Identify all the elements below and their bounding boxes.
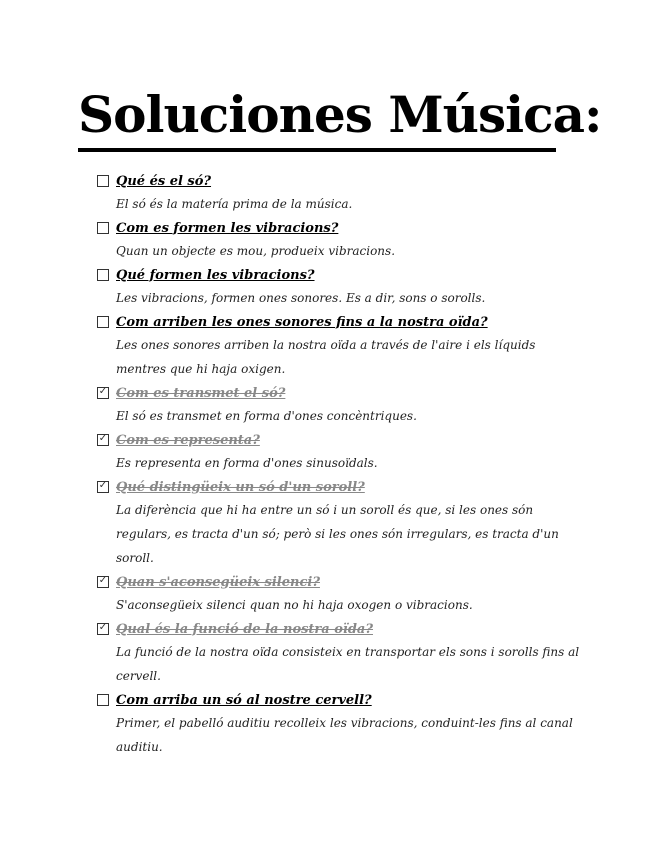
question-text: Qué és el só? (116, 173, 212, 189)
checkbox[interactable] (97, 316, 109, 328)
question-text: Qual és la funció de la nostra oïda? (116, 621, 373, 637)
checkbox[interactable] (97, 623, 109, 635)
question-text: Qué distingüeix un só d'un soroll? (116, 479, 365, 495)
answer-text: El só es transmet en forma d'ones concèntriques. (116, 409, 417, 423)
checkbox[interactable] (97, 387, 109, 399)
list-item (97, 571, 587, 617)
checkbox[interactable] (97, 175, 109, 187)
question-row (97, 429, 587, 451)
checklist (97, 170, 587, 760)
answer-text: Es representa en forma d'ones sinusoïdals. (116, 456, 378, 470)
question-text: Com es transmet el só? (116, 385, 286, 401)
question-text: Com arriben les ones sonores fins a la nostra oïda? (116, 314, 488, 330)
list-item (97, 264, 587, 310)
answer-text: El só és la matería prima de la música. (116, 197, 353, 211)
answer-text: Primer, el pabelló auditiu recolleix les vibracions, conduint-les fins al canal auditiu. (116, 716, 573, 754)
checkbox[interactable] (97, 694, 109, 706)
question-row (97, 311, 587, 333)
question-text: Com es representa? (116, 432, 260, 448)
checkbox[interactable] (97, 222, 109, 234)
answer-text: Les ones sonores arriben la nostra oïda a través de l'aire i els líquids mentres que hi haja oxigen. (116, 338, 536, 376)
answer-text: Quan un objecte es mou, produeix vibracions. (116, 244, 396, 258)
page-title: Soluciones Música: (78, 82, 556, 152)
answer-text: Les vibracions, formen ones sonores. Es a dir, sons o sorolls. (116, 291, 486, 305)
checkbox[interactable] (97, 576, 109, 588)
answer-text: La diferència que hi ha entre un só i un soroll és que, si les ones són regulars, es tracta d'un só; però si les ones són irregulars, es tracta d'un soroll. (116, 503, 559, 565)
list-item (97, 689, 587, 759)
list-item (97, 429, 587, 475)
question-text: Quan s'aconsegüeix silenci? (116, 574, 320, 590)
list-item (97, 618, 587, 688)
list-item (97, 476, 587, 570)
question-text: Com es formen les vibracions? (116, 220, 339, 236)
question-row (97, 217, 587, 239)
list-item (97, 217, 587, 263)
question-row (97, 571, 587, 593)
checkbox[interactable] (97, 481, 109, 493)
checkbox[interactable] (97, 434, 109, 446)
question-row (97, 689, 587, 711)
question-text: Qué formen les vibracions? (116, 267, 315, 283)
list-item (97, 382, 587, 428)
checkbox[interactable] (97, 269, 109, 281)
list-item (97, 170, 587, 216)
answer-text: S'aconsegüeix silenci quan no hi haja oxogen o vibracions. (116, 598, 473, 612)
question-row (97, 264, 587, 286)
question-row (97, 382, 587, 404)
question-row (97, 170, 587, 192)
question-text: Com arriba un só al nostre cervell? (116, 692, 372, 708)
answer-text: La funció de la nostra oïda consisteix en transportar els sons i sorolls fins al cervell. (116, 645, 580, 683)
question-row (97, 618, 587, 640)
question-row (97, 476, 587, 498)
list-item (97, 311, 587, 381)
